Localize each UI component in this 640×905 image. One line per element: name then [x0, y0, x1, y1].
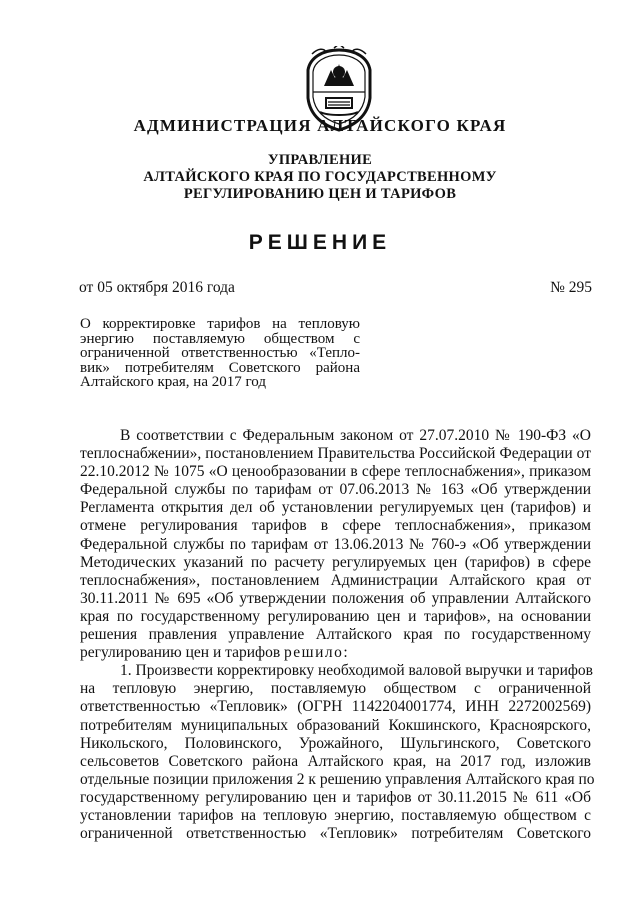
preamble-last-text: регулированию цен и тарифов [80, 644, 285, 662]
document-subject [80, 317, 360, 390]
subject-line: вик» потребителям Советского района [80, 359, 360, 376]
decided-word: решило [284, 644, 344, 662]
item-line: Никольского, Половинского, Урожайного, Шульгинского, Советского [80, 734, 591, 752]
subject-line: энергию поставляемую обществом с [80, 330, 360, 347]
body-line: отмене регулирования тарифов в сфере теплоснабжения», приказом [80, 517, 591, 535]
document-date: от 05 октября 2016 года [79, 279, 235, 296]
item-line: ограниченной ответственностью «Тепловик» потребителям Советского [80, 825, 591, 843]
department-title-line-3: РЕГУЛИРОВАНИЮ ЦЕН И ТАРИФОВ [183, 186, 457, 202]
item-line: потребителям муниципальных образований Кокшинского, Красноярского, [80, 716, 591, 734]
decided-colon: : [343, 644, 348, 662]
department-title-line-1: УПРАВЛЕНИЕ [267, 152, 373, 168]
item-line: 1. Произвести корректировку необходимой валовой выручки и тарифов [120, 662, 593, 680]
body-line: Регламента открытия дел об установлении регулируемых цен (тарифов) и [80, 499, 591, 517]
body-line: теплоснабжения», постановлением Администрации Алтайского края от [80, 571, 591, 589]
item-line: ответственностью «Тепловик» (ОГРН 1142204001774, ИНН 2272002569) [80, 698, 591, 716]
body-line: решения правления управление Алтайского края по государственному [80, 626, 591, 644]
item-line: сельсоветов Советского района Алтайского края, на 2017 год, изложив [80, 752, 591, 770]
body-line: 30.11.2011 № 695 «Об утверждении положения об управлении Алтайского [80, 589, 591, 607]
document-type-title: РЕШЕНИЕ [248, 231, 392, 254]
administration-title: АДМИНИСТРАЦИЯ АЛТАЙСКОГО КРАЯ [133, 116, 507, 135]
subject-line: О корректировке тарифов на тепловую [80, 316, 360, 332]
body-line: В соответствии с Федеральным законом от 27.07.2010 № 190-ФЗ «О [120, 427, 591, 444]
subject-line: ограниченной ответственностью «Тепло- [80, 345, 360, 361]
item-line: установлении тарифов на тепловую энергию, поставляемую обществом с [80, 806, 591, 824]
department-title-line-2: АЛТАЙСКОГО КРАЯ ПО ГОСУДАРСТВЕННОМУ [143, 169, 497, 185]
document-number: № 295 [550, 279, 592, 296]
body-line: Методических указаний по расчету регулируемых цен (тарифов) в сфере [80, 553, 591, 571]
body-line: теплоснабжении», постановлением Правительства Российской Федерации от [80, 445, 591, 463]
item-line: отдельные позиции приложения 2 к решению управления Алтайского края по [80, 770, 595, 788]
document-body [80, 427, 595, 843]
item-line: на тепловую энергию, поставляемую обществом с ограниченной [80, 680, 591, 698]
body-line: Федеральной службы по тарифам от 07.06.2013 № 163 «Об утверждении [80, 481, 591, 499]
body-line: Федеральной службы по тарифам от 13.06.2013 № 760-э «Об утверждении [80, 535, 591, 553]
item-line: государственному регулированию цен и тарифов от 30.11.2015 № 611 «Об [80, 788, 591, 806]
body-line: 22.10.2012 № 1075 «О ценообразовании в сфере теплоснабжения», приказом [80, 463, 591, 481]
body-line-last [80, 644, 591, 662]
subject-line: Алтайского края, на 2017 год [80, 374, 266, 390]
body-line: края по государственному регулированию цен и тарифов», на основании [80, 607, 591, 625]
